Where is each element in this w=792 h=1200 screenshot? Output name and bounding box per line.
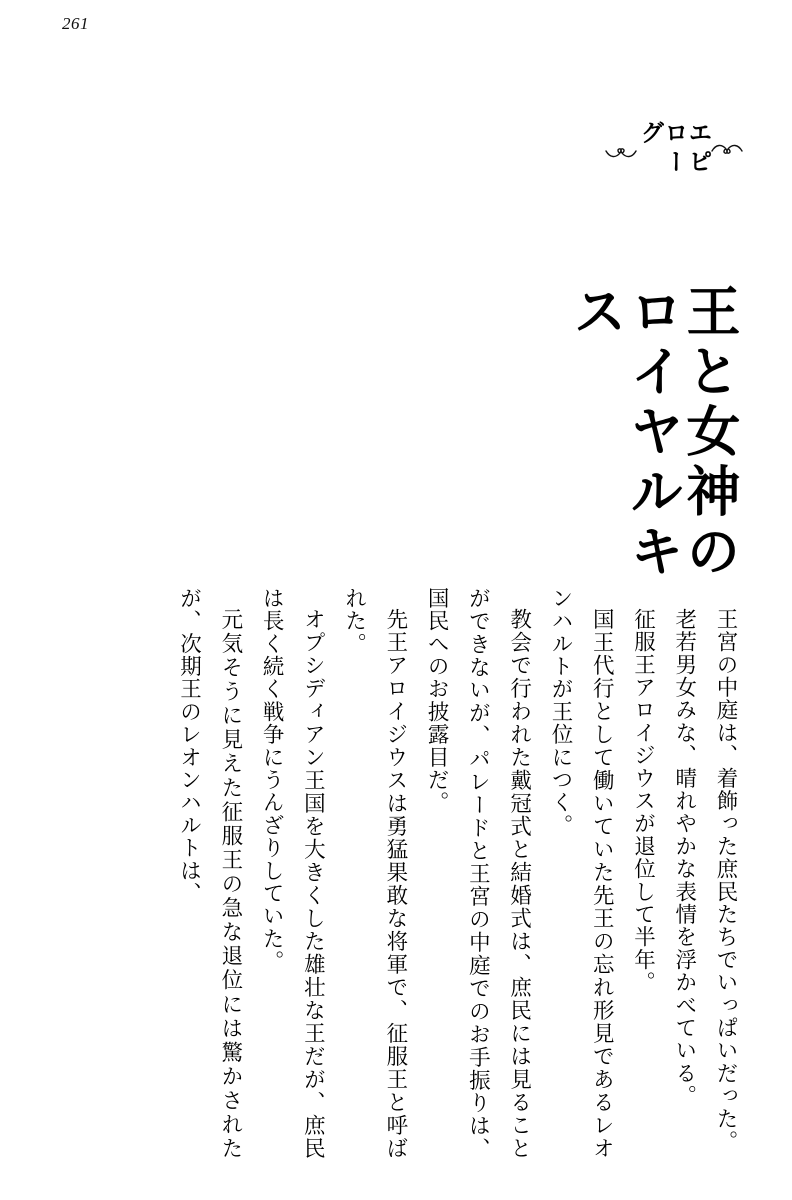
page-number: 261 bbox=[62, 14, 89, 33]
paragraph: 王宮の中庭は、着飾った庶民たちでいっぱいだった。 bbox=[713, 608, 738, 1153]
paragraph: オプシディアン王国を大きくした雄壮な王だが、庶民は長く続く戦争にうんざりしていた。 bbox=[259, 586, 326, 1160]
chapter-title: 王と女神のロイヤルキス bbox=[564, 282, 742, 583]
paragraph: 元気そうに見えた征服王の急な退位には驚かされたが、次期王のレオンハルトは、 bbox=[176, 586, 243, 1160]
paragraph: 征服王アロイジウスが退位して半年。 bbox=[630, 608, 656, 994]
paragraph: 国王代行として働いていた先王の忘れ形見であるレオンハルトが王位につく。 bbox=[547, 586, 615, 1160]
flourish-ornament-icon-bottom bbox=[604, 141, 638, 161]
paragraph: 先王アロイジウスは勇猛果敢な将軍で、征服王と呼ばれた。 bbox=[341, 586, 408, 1160]
paragraph: 老若男女みな、晴れやかな表情を浮かべている。 bbox=[671, 608, 697, 1108]
chapter-label-group bbox=[604, 70, 744, 187]
flourish-ornament-icon bbox=[710, 141, 744, 161]
chapter-label: エピローグ bbox=[636, 120, 713, 178]
page-content bbox=[36, 70, 746, 1160]
paragraph: 教会で行われた戴冠式と結婚式は、庶民には見ることができないが、パレードと王宮の中庭でのお手振りは、国民へのお披露目だ。 bbox=[424, 586, 532, 1160]
body-text bbox=[168, 587, 746, 1160]
chapter-heading bbox=[562, 70, 746, 587]
